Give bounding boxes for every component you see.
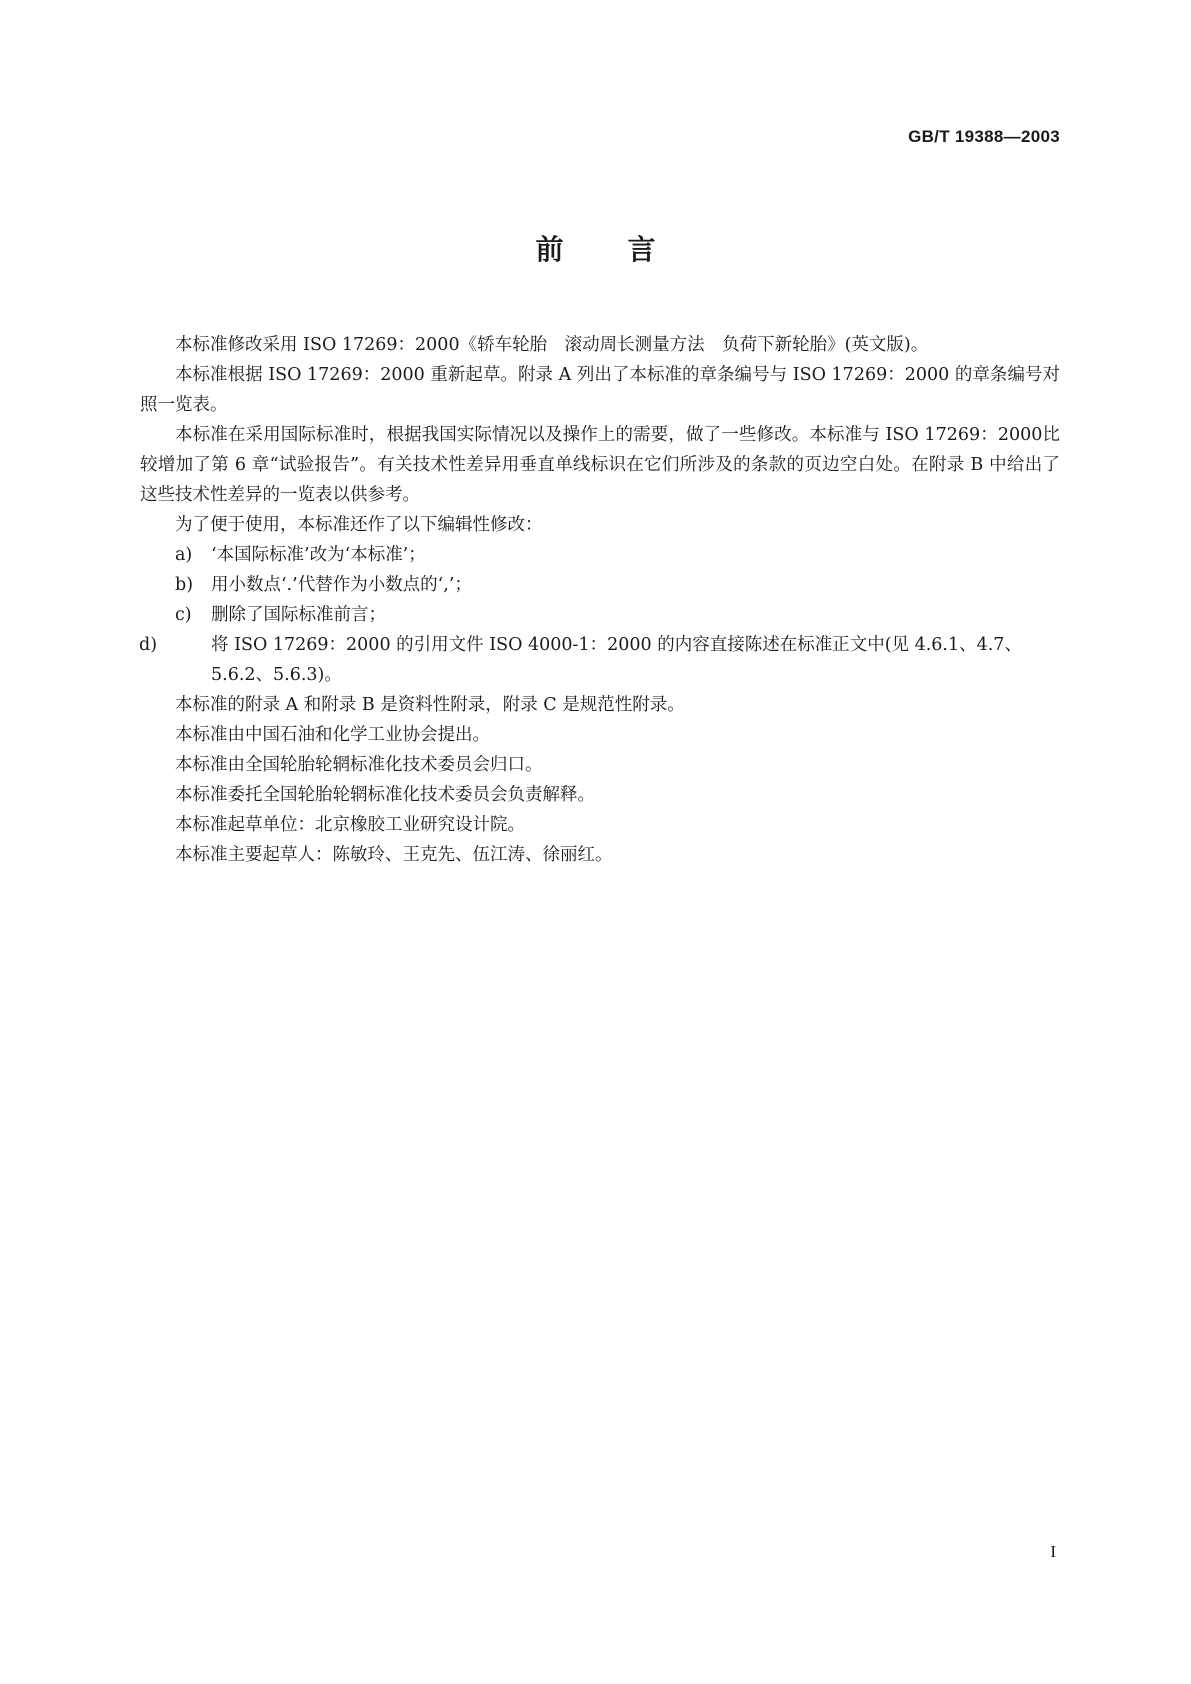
list-item-label: b) [175,575,194,595]
list-item-text: 删除了国际标准前言； [211,605,386,625]
paragraph: 本标准由中国石油和化学工业协会提出。 [175,725,490,745]
paragraph: 本标准委托全国轮胎轮辋标准化技术委员会负责解释。 [175,785,595,805]
paragraph: 本标准修改采用 ISO 17269：2000《轿车轮胎 滚动周长测量方法 负荷下新轮胎》(英文版)。 [175,335,929,355]
list-item [140,600,1060,630]
paragraph: 为了便于使用，本标准还作了以下编辑性修改： [175,515,543,535]
title-char-1: 前 [535,233,564,266]
paragraph: 本标准由全国轮胎轮辋标准化技术委员会归口。 [175,755,543,775]
paragraph: 本标准起草单位：北京橡胶工业研究设计院。 [175,815,525,835]
list-item [140,630,1060,690]
list-item-label: c) [175,605,192,625]
list-item-text: 将 ISO 17269：2000 的引用文件 ISO 4000-1：2000 的内容直接陈述在标准正文中(见 4.6.1、4.7、5.6.2、5.6.3)。 [211,635,1022,685]
paragraph: 本标准根据 ISO 17269：2000 重新起草。附录 A 列出了本标准的章条编号与 ISO 17269：2000 的章条编号对照一览表。 [140,365,1060,415]
list-item-text: 用小数点‘.’代替作为小数点的‘,’； [211,575,472,595]
paragraph: 本标准在采用国际标准时，根据我国实际情况以及操作上的需要，做了一些修改。本标准与 ISO 17269：2000比较增加了第 6 章“试验报告”。有关技术性差异用垂直单线标识在它们所涉及的条款的页边空白处。在附录 B 中给出了这些技术性差异的一览表以供参考。 [140,425,1060,505]
list-item-text: ‘本国际标准’改为‘本标准’； [211,545,426,565]
title-char-2: 言 [627,233,656,266]
paragraph: 本标准主要起草人：陈敏玲、王克先、伍江涛、徐丽红。 [175,845,613,865]
list-item-label: d) [139,635,158,655]
list-item [140,540,1060,570]
list-item-label: a) [175,545,193,565]
page-number: I [1050,1542,1056,1561]
document-code: GB/T 19388—2003 [908,127,1060,146]
paragraph: 本标准的附录 A 和附录 B 是资料性附录，附录 C 是规范性附录。 [175,695,685,715]
list-item [140,570,1060,600]
page-title [0,228,1191,268]
foreword-body [140,330,1060,870]
